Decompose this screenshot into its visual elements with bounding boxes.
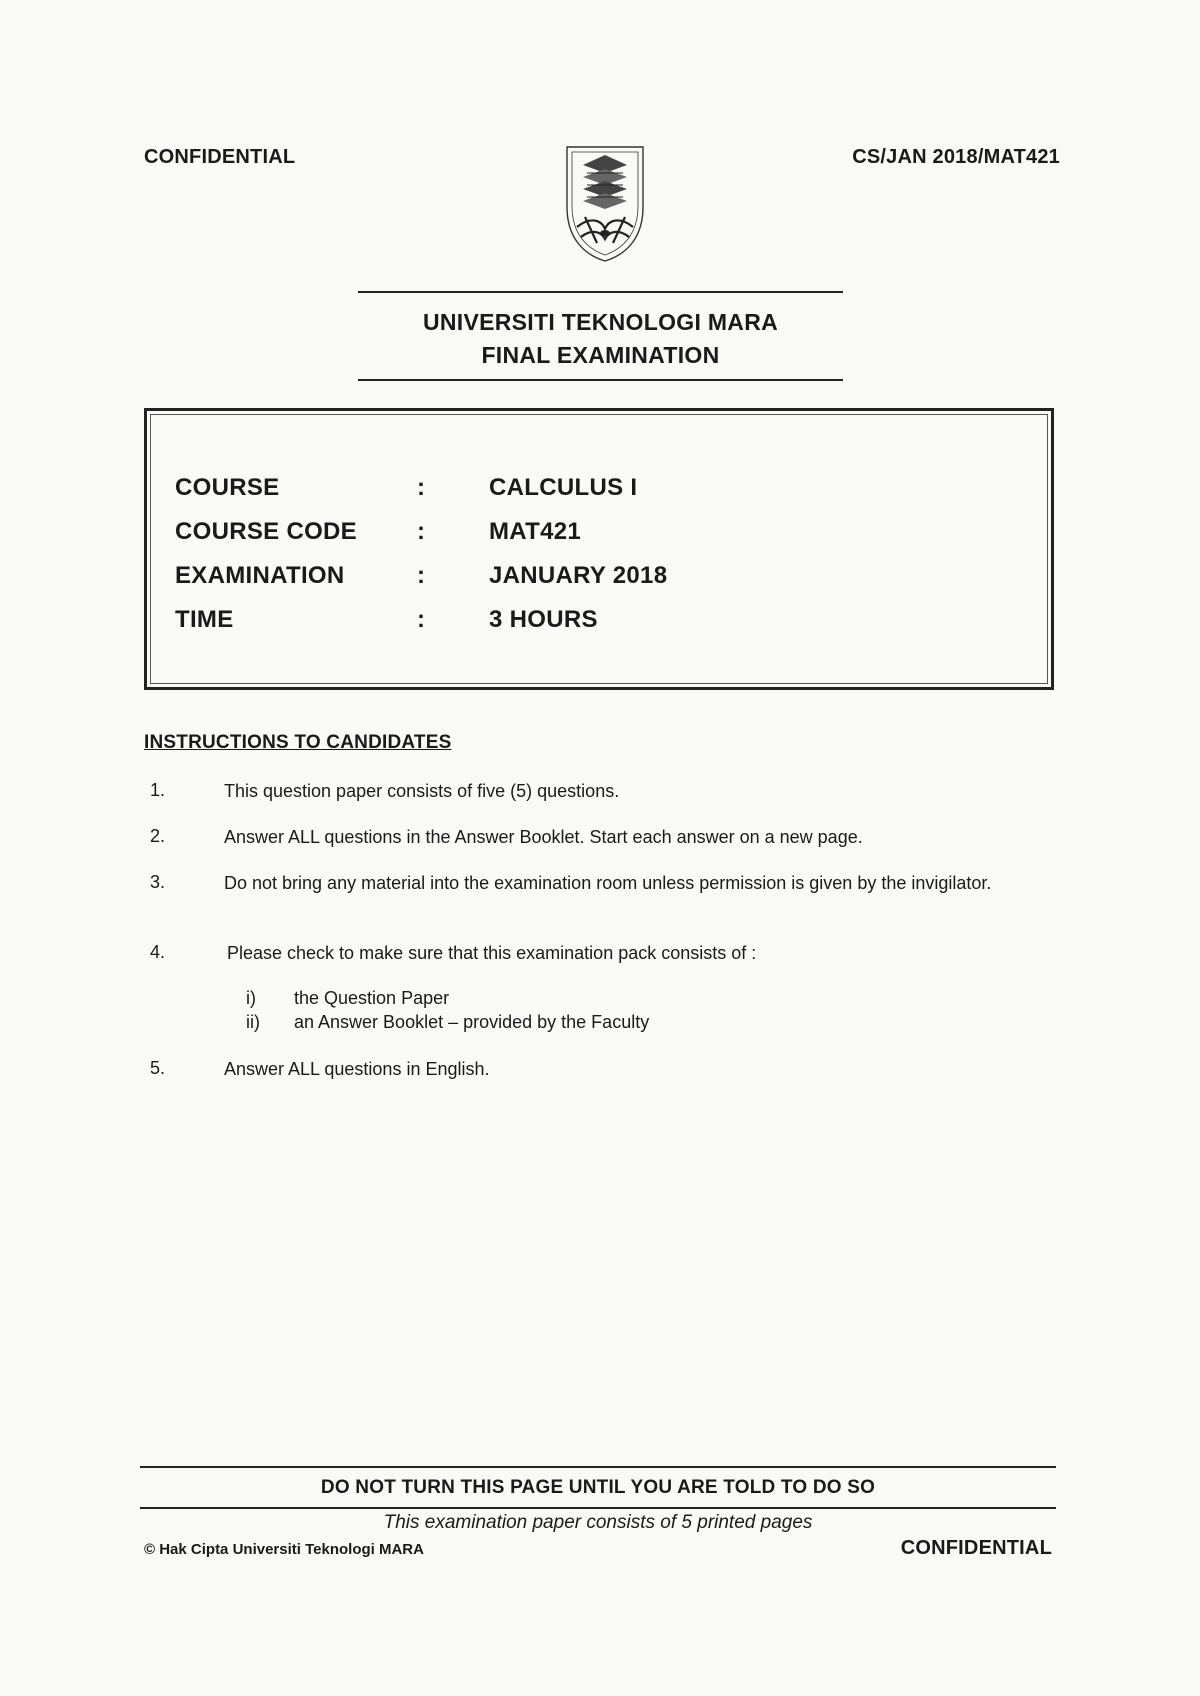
course-code-separator: : [417, 518, 426, 545]
instructions-title: INSTRUCTIONS TO CANDIDATES [144, 732, 452, 753]
sub-item-number: i) [246, 988, 256, 1008]
instruction-number: 2. [150, 826, 166, 846]
time-label: TIME [175, 606, 234, 633]
university-name: UNIVERSITI TEKNOLOGI MARA [422, 309, 779, 335]
course-info-box [144, 408, 1054, 690]
header-confidential-label: CONFIDENTIAL [144, 146, 296, 168]
title-top-rule [358, 291, 843, 293]
sub-item-text: the Question Paper [294, 988, 450, 1008]
examination-separator: : [417, 562, 426, 589]
instruction-number: 1. [150, 780, 166, 800]
instruction-number: 5. [150, 1058, 166, 1078]
instruction-text: Answer ALL questions in English. [224, 1059, 490, 1079]
exam-type: FINAL EXAMINATION [481, 342, 720, 368]
footer-confidential-label: CONFIDENTIAL [900, 1537, 1052, 1559]
university-title-block [358, 306, 843, 372]
instruction-text: This question paper consists of five (5) questions. [224, 781, 620, 801]
instruction-text: Do not bring any material into the examination room unless permission is given by the invigilator. [224, 873, 992, 893]
instruction-number: 4. [150, 942, 166, 962]
course-code-label: COURSE CODE [175, 518, 357, 545]
time-separator: : [417, 606, 426, 633]
instruction-number: 3. [150, 872, 166, 892]
course-value: CALCULUS I [489, 474, 638, 501]
footer-copyright: © Hak Cipta Universiti Teknologi MARA [144, 1541, 424, 1558]
instruction-text: Please check to make sure that this examination pack consists of : [227, 943, 757, 963]
footer-top-rule [140, 1466, 1056, 1468]
course-code-value: MAT421 [489, 518, 582, 545]
course-label: COURSE [175, 474, 280, 501]
footer-bottom-rule [140, 1507, 1056, 1509]
course-separator: : [417, 474, 426, 501]
examination-value: JANUARY 2018 [489, 562, 668, 589]
uitm-crest-icon [561, 143, 649, 265]
sub-item-number: ii) [246, 1012, 260, 1032]
instruction-text: Answer ALL questions in the Answer Booklet. Start each answer on a new page. [224, 827, 863, 847]
footer-pages-note: This examination paper consists of 5 printed pages [383, 1512, 813, 1533]
sub-item-text: an Answer Booklet – provided by the Faculty [294, 1012, 650, 1032]
title-bottom-rule [358, 379, 843, 381]
examination-label: EXAMINATION [175, 562, 345, 589]
footer-warning: DO NOT TURN THIS PAGE UNTIL YOU ARE TOLD TO DO SO [320, 1477, 876, 1498]
time-value: 3 HOURS [489, 606, 598, 633]
header-paper-code: CS/JAN 2018/MAT421 [852, 146, 1060, 168]
